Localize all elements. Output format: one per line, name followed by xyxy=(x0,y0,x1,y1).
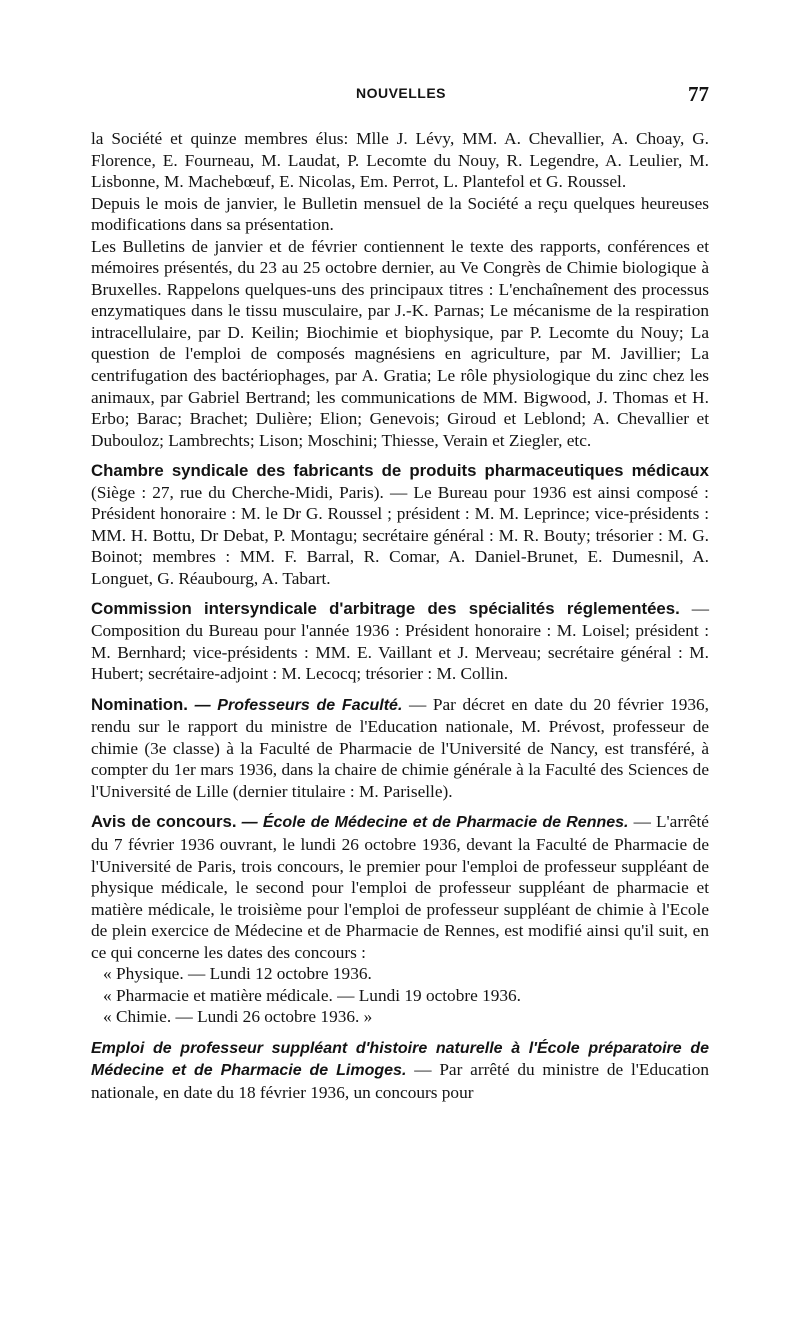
section-heading: Emploi de professeur suppléant d'histoire naturelle à l'École préparatoire de Médecine et de Pharmacie de Limoges. xyxy=(91,1039,709,1080)
section-text: — Composition du Bureau pour l'année 1936 : Président honoraire : M. Loisel; président : M. Bernhard; vice-présidents : MM. E. Vaillant et J. Merveau; secrétaire général : M. Hubert; secrétaire-adjoint : M. Lecocq; trésorier : M. Collin. xyxy=(91,599,709,684)
section-text: — L'arrêté du 7 février 1936 ouvrant, le lundi 26 octobre 1936, devant la Faculté de Pharmacie de l'Université de Paris, trois concours, le premier pour l'emploi de professeur suppléant de physique médicale, le second pour l'emploi de professeur suppléant de pharmacie et matière médicale, le troisième pour l'emploi de professeur suppléant de chimie à l'Ecole de plein exercice de Médecine et de Pharmacie de Rennes, est modifié ainsi qu'il suit, en ce qui concerne les dates des concours : xyxy=(91,812,709,962)
section-heading: Chambre syndicale des fabricants de produits pharmaceutiques médicaux xyxy=(91,461,709,481)
quote-line: « Chimie. — Lundi 26 octobre 1936. » xyxy=(103,1007,373,1027)
section-heading: Avis de concours. xyxy=(91,812,237,832)
section-heading: Nomination. xyxy=(91,694,188,714)
page-number: 77 xyxy=(688,82,709,106)
section-subheading: — Professeurs de Faculté. xyxy=(194,696,403,714)
section-emploi-limoges xyxy=(91,1037,709,1104)
section-text: (Siège : 27, rue du Cherche-Midi, Paris). — Le Bureau pour 1936 est ainsi composé : Président honoraire : M. le Dr G. Roussel ; président : M. M. Leprince; vice-présidents : MM. H. Bottu, Dr Debat, P. Montagu; secrétaire général : M. R. Bouty; trésorier : M. G. Boinot; membres : MM. F. Barral, R. Comar, A. Daniel-Brunet, E. Dumesnil, A. Longuet, G. Réaubourg, A. Tabart. xyxy=(91,482,709,588)
quote-line: « Physique. — Lundi 12 octobre 1936. xyxy=(103,964,372,984)
section-nomination xyxy=(91,694,709,803)
quote-line: « Pharmacie et matière médicale. — Lundi 19 octobre 1936. xyxy=(103,985,521,1005)
section-chambre-syndicale xyxy=(91,460,709,589)
section-avis-concours xyxy=(91,811,709,963)
section-text: — Par décret en date du 20 février 1936, rendu sur le rapport du ministre de l'Education nationale, M. Prévost, professeur de chimie (3e classe) à la Faculté de Pharmacie de l'Université de Nancy, est transféré, à compter du 1er mars 1936, dans la chaire de chimie générale à la Faculté des Sciences de l'Université de Lille (dernier titulaire : M. Pariselle). xyxy=(91,694,709,801)
section-text: — Par arrêté du ministre de l'Education nationale, en date du 18 février 1936, un concours pour xyxy=(91,1060,709,1102)
section-subheading: — École de Médecine et de Pharmacie de Rennes. xyxy=(241,814,629,832)
paragraph-bulletin-contents: Les Bulletins de janvier et de février contiennent le texte des rapports, conférences et mémoires présentés, du 23 au 25 octobre dernier, au Ve Congrès de Chimie biologique à Bruxelles. Rappelons quelques-uns des principaux titres : L'enchaînement des processus enzymatiques dans le tissu musculaire, par J.-K. Parnas; Le mécanisme de la respiration intracellulaire, par D. Keilin; Biochimie et biophysique, par P. Lecomte du Nouy; La question de l'emploi de composés magnésiens en agriculture, par M. Javillier; La centrifugation des bactériophages, par A. Gratia; Le rôle physiologique du zinc chez les animaux, par Gabriel Bertrand; les communications de MM. Bigwood, J. Thomas et H. Erbo; Barac; Brachet; Dulière; Elion; Genevois; Giroud et Leblond; A. Chevallier et Dubouloz; Lambrechts; Lison; Moschini; Thiesse, Verain et Ziegler, etc. xyxy=(91,236,709,450)
paragraph-society-members: la Société et quinze membres élus: Mlle J. Lévy, MM. A. Chevallier, A. Choay, G. Florence, E. Fourneau, M. Laudat, P. Lecomte du Nouy, R. Legendre, A. Leulier, M. Lisbonne, M. Machebœuf, E. Nicolas, Em. Perrot, L. Plantefol et G. Roussel. xyxy=(91,129,709,192)
article-body xyxy=(91,128,709,1104)
section-commission-intersyndicale xyxy=(91,598,709,684)
page-header xyxy=(91,82,711,112)
section-heading: Commission intersyndicale d'arbitrage des spécialités réglementées. xyxy=(91,599,680,619)
running-title: NOUVELLES xyxy=(355,85,447,101)
paragraph-bulletin-changes: Depuis le mois de janvier, le Bulletin mensuel de la Société a reçu quelques heureuses modifications dans sa présentation. xyxy=(91,193,709,235)
